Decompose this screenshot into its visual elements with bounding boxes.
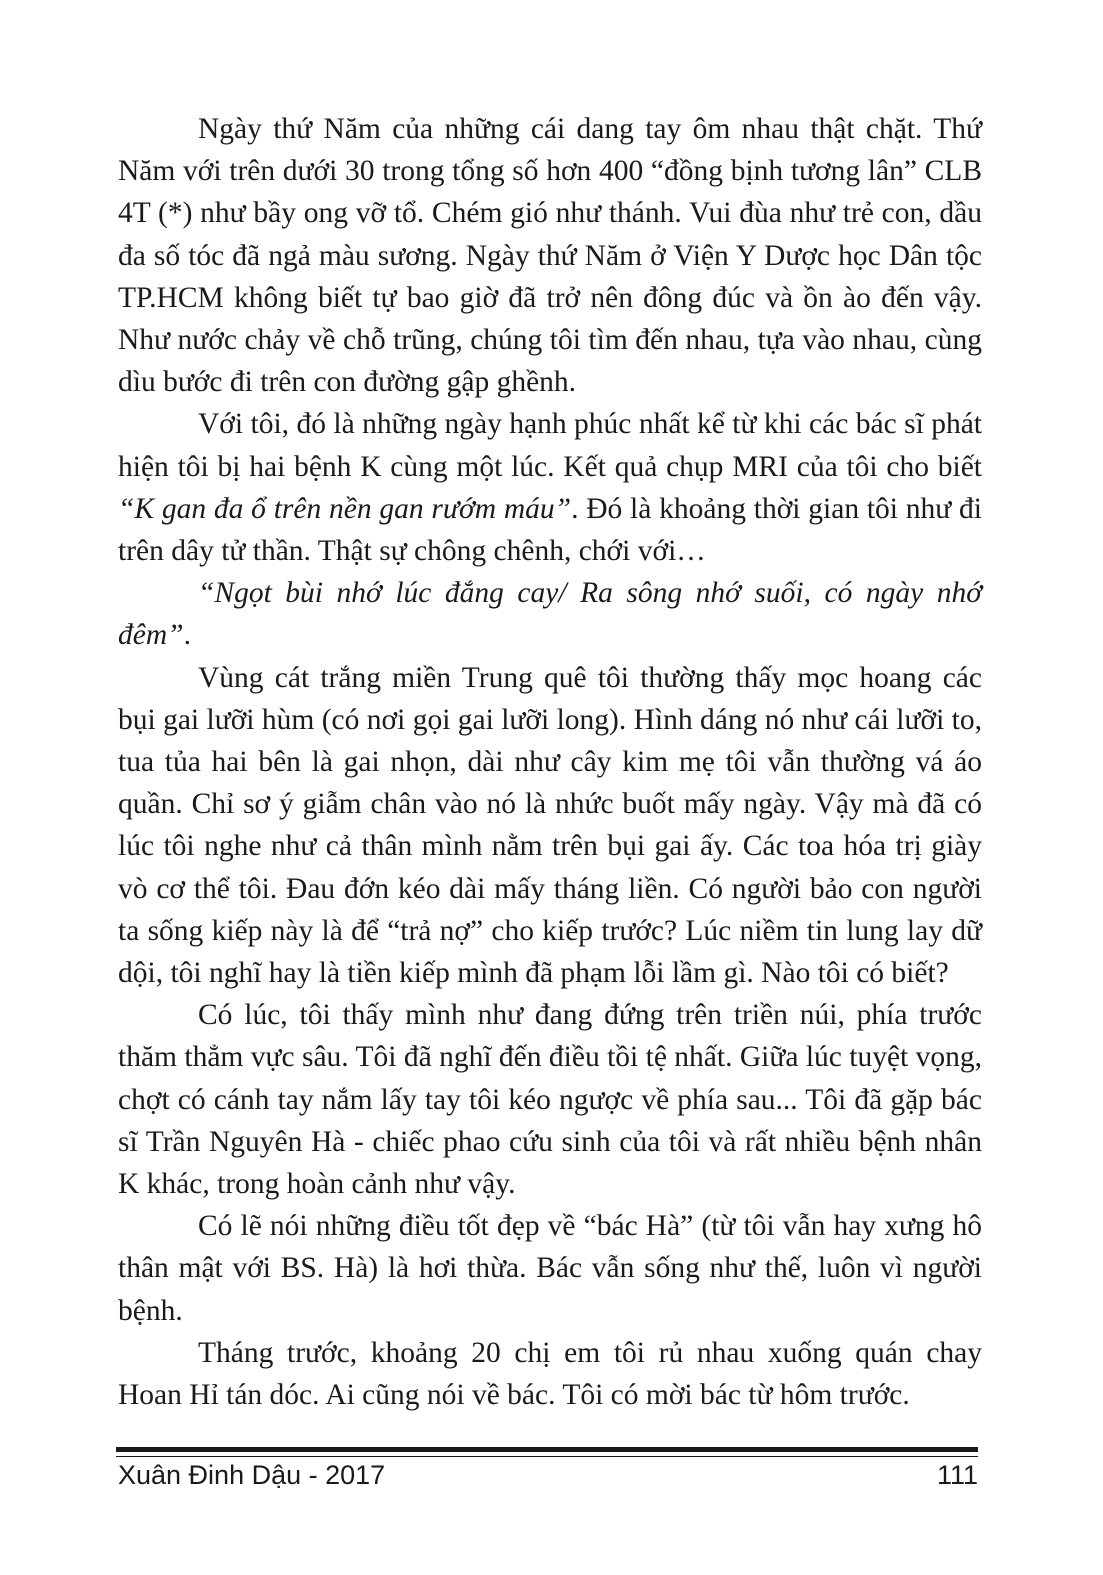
article-body xyxy=(118,108,982,1416)
paragraph-6-text: Có lẽ nói những điều tốt đẹp về “bác Hà” (từ tôi vẫn hay xưng hô thân mật với BS. Hà) là hơi thừa. Bác vẫn sống như thế, luôn vì người bệnh. xyxy=(118,1210,982,1327)
verse-quote: “Ngọt bùi nhớ lúc đắng cay/ Ra sông nhớ suối, có ngày nhớ đêm” xyxy=(118,577,982,652)
paragraph-1-text: Ngày thứ Năm của những cái dang tay ôm nhau thật chặt. Thứ Năm với trên dưới 30 trong tổng số hơn 400 “đồng bịnh tương lân” CLB 4T (*) như bầy ong vỡ tổ. Chém gió như thánh. Vui đùa như trẻ con, dầu đa số tóc đã ngả màu sương. Ngày thứ Năm ở Viện Y Dược học Dân tộc TP.HCM không biết tự bao giờ đã trở nên đông đúc và ồn ào đến vậy. Như nước chảy về chỗ trũng, chúng tôi tìm đến nhau, tựa vào nhau, cùng dìu bước đi trên con đường gập ghềnh. xyxy=(118,113,982,399)
paragraph-2-text-b: . Đó là khoảng thời gian tôi như đi trên dây tử thần. Thật sự chông chênh, chới với… xyxy=(118,492,983,568)
page-number: 111 xyxy=(936,1460,978,1490)
paragraph-5 xyxy=(118,994,982,1205)
verse-period: . xyxy=(183,619,191,652)
paragraph-7-text: Tháng trước, khoảng 20 chị em tôi rủ nhau xuống quán chay Hoan Hỉ tán dóc. Ai cũng nói về bác. Tôi có mời bác từ hôm trước. xyxy=(118,1336,982,1412)
footer-divider xyxy=(116,1447,978,1452)
paragraph-3-verse xyxy=(118,572,982,656)
paragraph-4-text: Vùng cát trắng miền Trung quê tôi thường thấy mọc hoang các bụi gai lưỡi hùm (có nơi gọi gai lưỡi long). Hình dáng nó như cái lưỡi to, tua tủa hai bên là gai nhọn, dài như cây kim mẹ tôi vẫn thường vá áo quần. Chỉ sơ ý giẫm chân vào nó là nhức buốt mấy ngày. Vậy mà đã có lúc tôi nghe như cả thân mình nằm trên bụi gai ấy. Các toa hóa trị giày vò cơ thể tôi. Đau đớn kéo dài mấy tháng liền. Có người bảo con người ta sống kiếp này là để “trả nợ” cho kiếp trước? Lúc niềm tin lung lay dữ dội, tôi nghĩ hay là tiền kiếp mình đã phạm lỗi lầm gì. Nào tôi có biết? xyxy=(118,661,982,990)
paragraph-1 xyxy=(118,108,982,403)
paragraph-2 xyxy=(118,403,982,572)
paragraph-2-text-a: Với tôi, đó là những ngày hạnh phúc nhất kể từ khi các bác sĩ phát hiện tôi bị hai bệnh K cùng một lúc. Kết quả chụp MRI của tôi cho biết xyxy=(118,408,982,483)
paragraph-5-text: Có lúc, tôi thấy mình như đang đứng trên triền núi, phía trước thăm thẳm vực sâu. Tôi đã nghĩ đến điều tồi tệ nhất. Giữa lúc tuyệt vọng, chợt có cánh tay nắm lấy tay tôi kéo ngược về phía sau... Tôi đã gặp bác sĩ Trần Nguyên Hà - chiếc phao cứu sinh của tôi và rất nhiều bệnh nhân K khác, trong hoàn cảnh như vậy. xyxy=(118,999,982,1201)
footer-publication-title: Xuân Đinh Dậu - 2017 xyxy=(118,1460,386,1490)
paragraph-7 xyxy=(118,1332,982,1416)
paragraph-6 xyxy=(118,1205,982,1332)
paragraph-2-quote: “K gan đa ổ trên nền gan rướm máu” xyxy=(118,492,572,525)
paragraph-4 xyxy=(118,657,982,995)
